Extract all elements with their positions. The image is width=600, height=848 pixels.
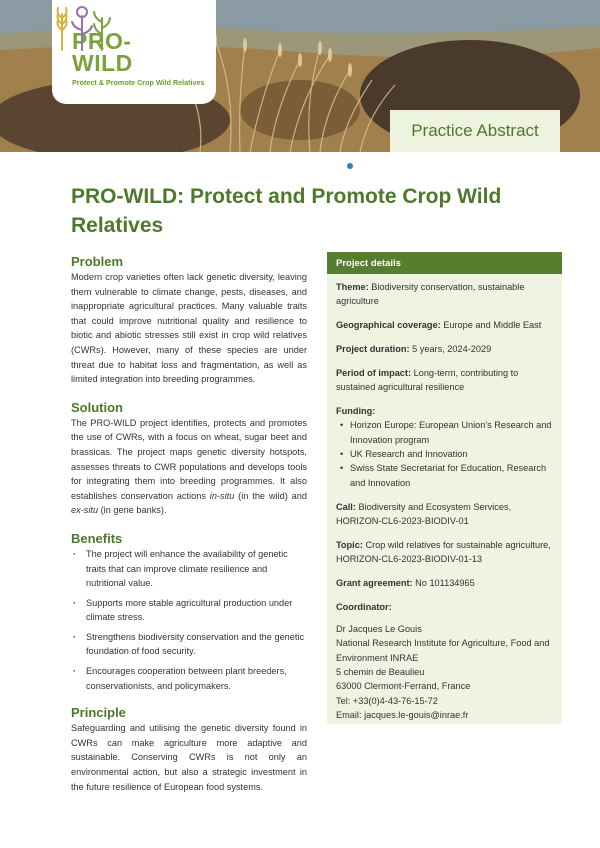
list-item: • Swiss State Secretariat for Education, Research and Innovation	[336, 461, 553, 490]
badge-label: Practice Abstract	[411, 121, 539, 140]
project-logo	[52, 0, 216, 104]
solution-text: The PRO-WILD project identifies, protects and promotes the use of CWRs, with a focus on wheat, sugar beet and brassicas. The project maps genetic diversity hotspots, assesses threats to CWR populations and develops tools for integrating them into breeding programmes. It also establishes conservation actions in-situ (in the wild) and ex-situ (in gene banks).	[71, 417, 307, 516]
funding-list	[336, 418, 553, 489]
duration-row: Project duration: 5 years, 2024-2029	[336, 344, 492, 355]
problem-text: Modern crop varieties often lack genetic diversity, leaving them vulnerable to climate change, pests, diseases, and inappropriate agricultural practices. Many valuable traits that could improve nutritional quality and resilience to biotic and abiotic stresses still exist in crop wild relatives (CWRs). However, many of these species are under threat due to habitat loss and fragmentation, as well as limited integration into breeding programmes.	[71, 272, 307, 385]
benefits-list	[71, 547, 307, 693]
grant-row: Grant agreement: No 101134965	[336, 577, 475, 588]
logo-word-wild: WILD	[72, 50, 133, 76]
coordinator-institution: National Research Institute for Agriculture, Food and Environment INRAE	[336, 638, 550, 663]
logo-word-pro: PRO-	[72, 28, 132, 54]
project-details-panel	[327, 252, 562, 724]
project-details-heading: Project details	[327, 252, 562, 274]
problem-heading: Problem	[71, 254, 124, 269]
wheat-plant-icon	[52, 0, 116, 52]
funding-row: Funding: • Horizon Europe: European Union's Research and Innovation program • UK Research and Innovation • Swiss State Secretariat for Education, Research and Innovation	[336, 404, 553, 490]
blue-dot-marker	[347, 163, 353, 169]
topic-row: Topic: Crop wild relatives for sustainable agriculture, HORIZON-CL6-2023-BIODIV-01-13	[336, 539, 551, 565]
list-item: · The project will enhance the availability of genetic traits that can improve climate resilience and nutritional value.	[71, 547, 307, 591]
list-item: · Encourages cooperation between plant breeders, conservationists, and policymakers.	[71, 664, 307, 693]
principle-heading: Principle	[71, 705, 126, 721]
coordinator-phone: Tel: +33(0)4-43-76-15-72	[336, 695, 438, 706]
coordinator-email[interactable]: Email: jacques.le-gouis@inrae.fr	[336, 709, 469, 720]
theme-row: Theme: Biodiversity conservation, sustainable agriculture	[336, 282, 525, 307]
list-item: · Strengthens biodiversity conservation and the genetic foundation of food security.	[71, 630, 307, 659]
coordinator-block: Coordinator: Dr Jacques Le Gouis National Research Institute for Agriculture, Food and Environment INRAE 5 chemin de Beaulieu 63000 Clermont-Ferrand, France Tel: +33(0)4-43-76-15-72 Email: jacques.le-gouis@inrae.fr	[336, 600, 553, 722]
impact-row: Period of impact: Long-term, contributing to sustained agricultural resilience	[336, 367, 519, 393]
header-photo	[0, 0, 600, 152]
principle-text: Safeguarding and utilising the genetic diversity found in CWRs can make agriculture more adaptive and sustainable. Conserving CWRs is not only an environmental action, but also a strategic investment in the future resilience of European food systems.	[71, 723, 307, 792]
solution-heading: Solution	[71, 399, 123, 415]
benefits-heading: Benefits	[71, 530, 123, 546]
logo-tagline: Protect & Promote Crop Wild Relatives	[72, 78, 205, 87]
coordinator-city: 63000 Clermont-Ferrand, France	[336, 681, 471, 692]
list-item: • UK Research and Innovation	[336, 447, 553, 461]
list-item: · Supports more stable agricultural production under climate stress.	[71, 596, 307, 625]
coordinator-name: Dr Jacques Le Gouis	[336, 624, 422, 635]
geo-coverage-row: Geographical coverage: Europe and Middle East	[336, 320, 542, 331]
main-content-column	[71, 254, 307, 794]
practice-abstract-badge	[390, 110, 560, 152]
call-row: Call: Biodiversity and Ecosystem Services, HORIZON-CL6-2023-BIODIV-01	[336, 501, 512, 526]
coordinator-street: 5 chemin de Beaulieu	[336, 666, 425, 677]
page-title: PRO-WILD: Protect and Promote Crop Wild Relatives	[71, 185, 502, 237]
list-item: • Horizon Europe: European Union's Research and Innovation program	[336, 418, 553, 447]
